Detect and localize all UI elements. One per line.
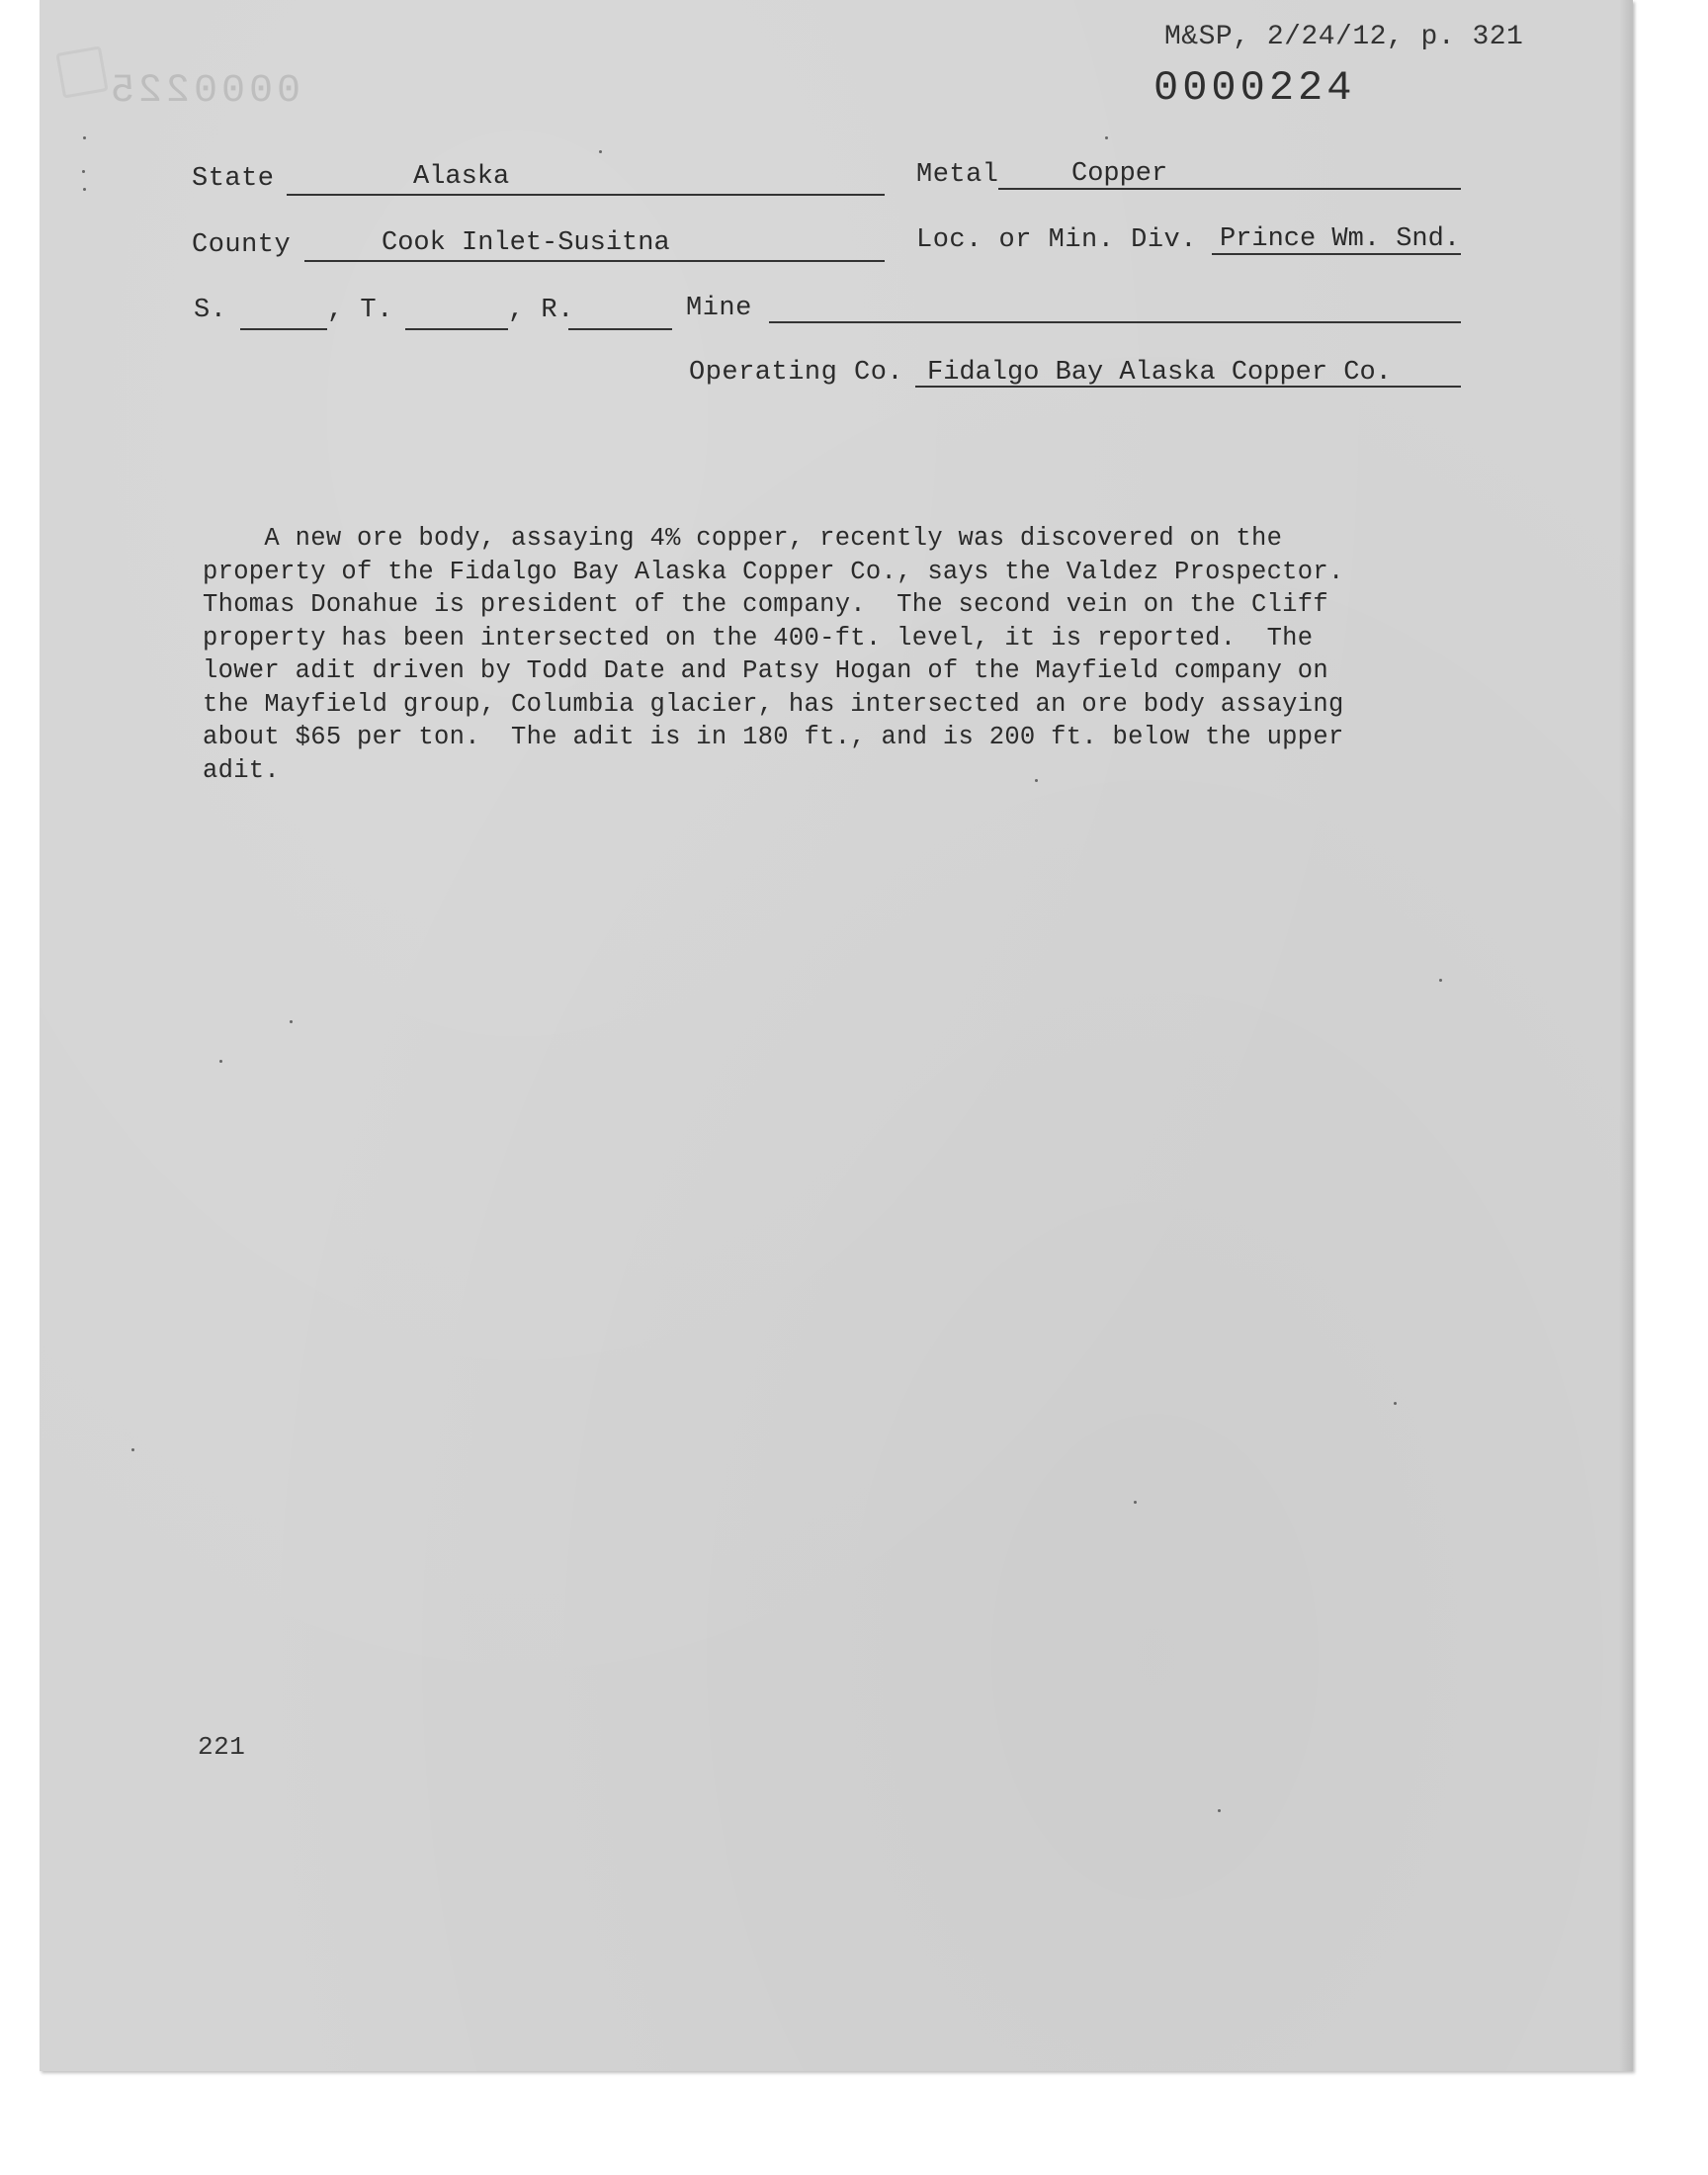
mine-underline — [769, 321, 1461, 323]
operating-co-label: Operating Co. — [689, 358, 904, 388]
range-underline — [568, 328, 672, 330]
section-label: S. — [194, 296, 227, 325]
metal-label: Metal — [916, 160, 999, 190]
paper-speck — [1105, 136, 1108, 139]
state-label: State — [192, 164, 275, 194]
serial-number: 0000224 — [1153, 64, 1356, 112]
loc-div-label: Loc. or Min. Div. — [916, 225, 1197, 255]
metal-underline — [998, 188, 1461, 190]
paper-speck — [1218, 1809, 1221, 1812]
paper-speck — [1394, 1402, 1397, 1405]
range-label: , R. — [508, 296, 574, 325]
paper-speck — [131, 1448, 134, 1451]
township-underline — [405, 328, 508, 330]
paper-speck — [1439, 979, 1442, 982]
county-value: Cook Inlet-Susitna — [382, 228, 670, 258]
section-underline — [240, 328, 327, 330]
page-number: 221 — [198, 1732, 246, 1762]
paper-speck — [1134, 1501, 1137, 1504]
citation-reference: M&SP, 2/24/12, p. 321 — [1164, 22, 1524, 52]
paper-speck — [83, 188, 86, 191]
operating-co-value: Fidalgo Bay Alaska Copper Co. — [927, 358, 1392, 388]
township-label: , T. — [327, 296, 393, 325]
paper-speck — [82, 170, 85, 173]
loc-div-value: Prince Wm. Snd. — [1220, 224, 1461, 254]
state-underline — [287, 194, 885, 196]
document-sheet — [40, 0, 1633, 2071]
ghost-stamp-mark — [55, 45, 108, 98]
ghost-serial-number: 0000225 — [107, 69, 301, 114]
paper-speck — [290, 1020, 293, 1023]
state-value: Alaska — [413, 162, 510, 192]
county-underline — [304, 260, 885, 262]
metal-value: Copper — [1071, 159, 1168, 189]
paper-speck — [219, 1060, 222, 1063]
county-label: County — [192, 230, 292, 260]
body-paragraph: A new ore body, assaying 4% copper, recently was discovered on the property of the Fidalgo Bay Alaska Copper Co., says the Valdez Prospector. Thomas Donahue is president of the company. The second vein on the Cliff property has been intersected on the 400-ft. level, it is reported. The lower adit driven by Todd Date and Patsy Hogan of the Mayfield company on the Mayfield group, Columbia glacier, has intersected an ore body assaying about $65 per ton. The adit is in 180 ft., and is 200 ft. below the upper adit. — [203, 524, 1344, 785]
paper-speck — [599, 150, 602, 153]
paper-speck — [83, 136, 86, 139]
sheet-edge-shadow — [1619, 0, 1633, 2071]
mine-label: Mine — [686, 294, 752, 323]
paper-speck — [1035, 779, 1038, 782]
